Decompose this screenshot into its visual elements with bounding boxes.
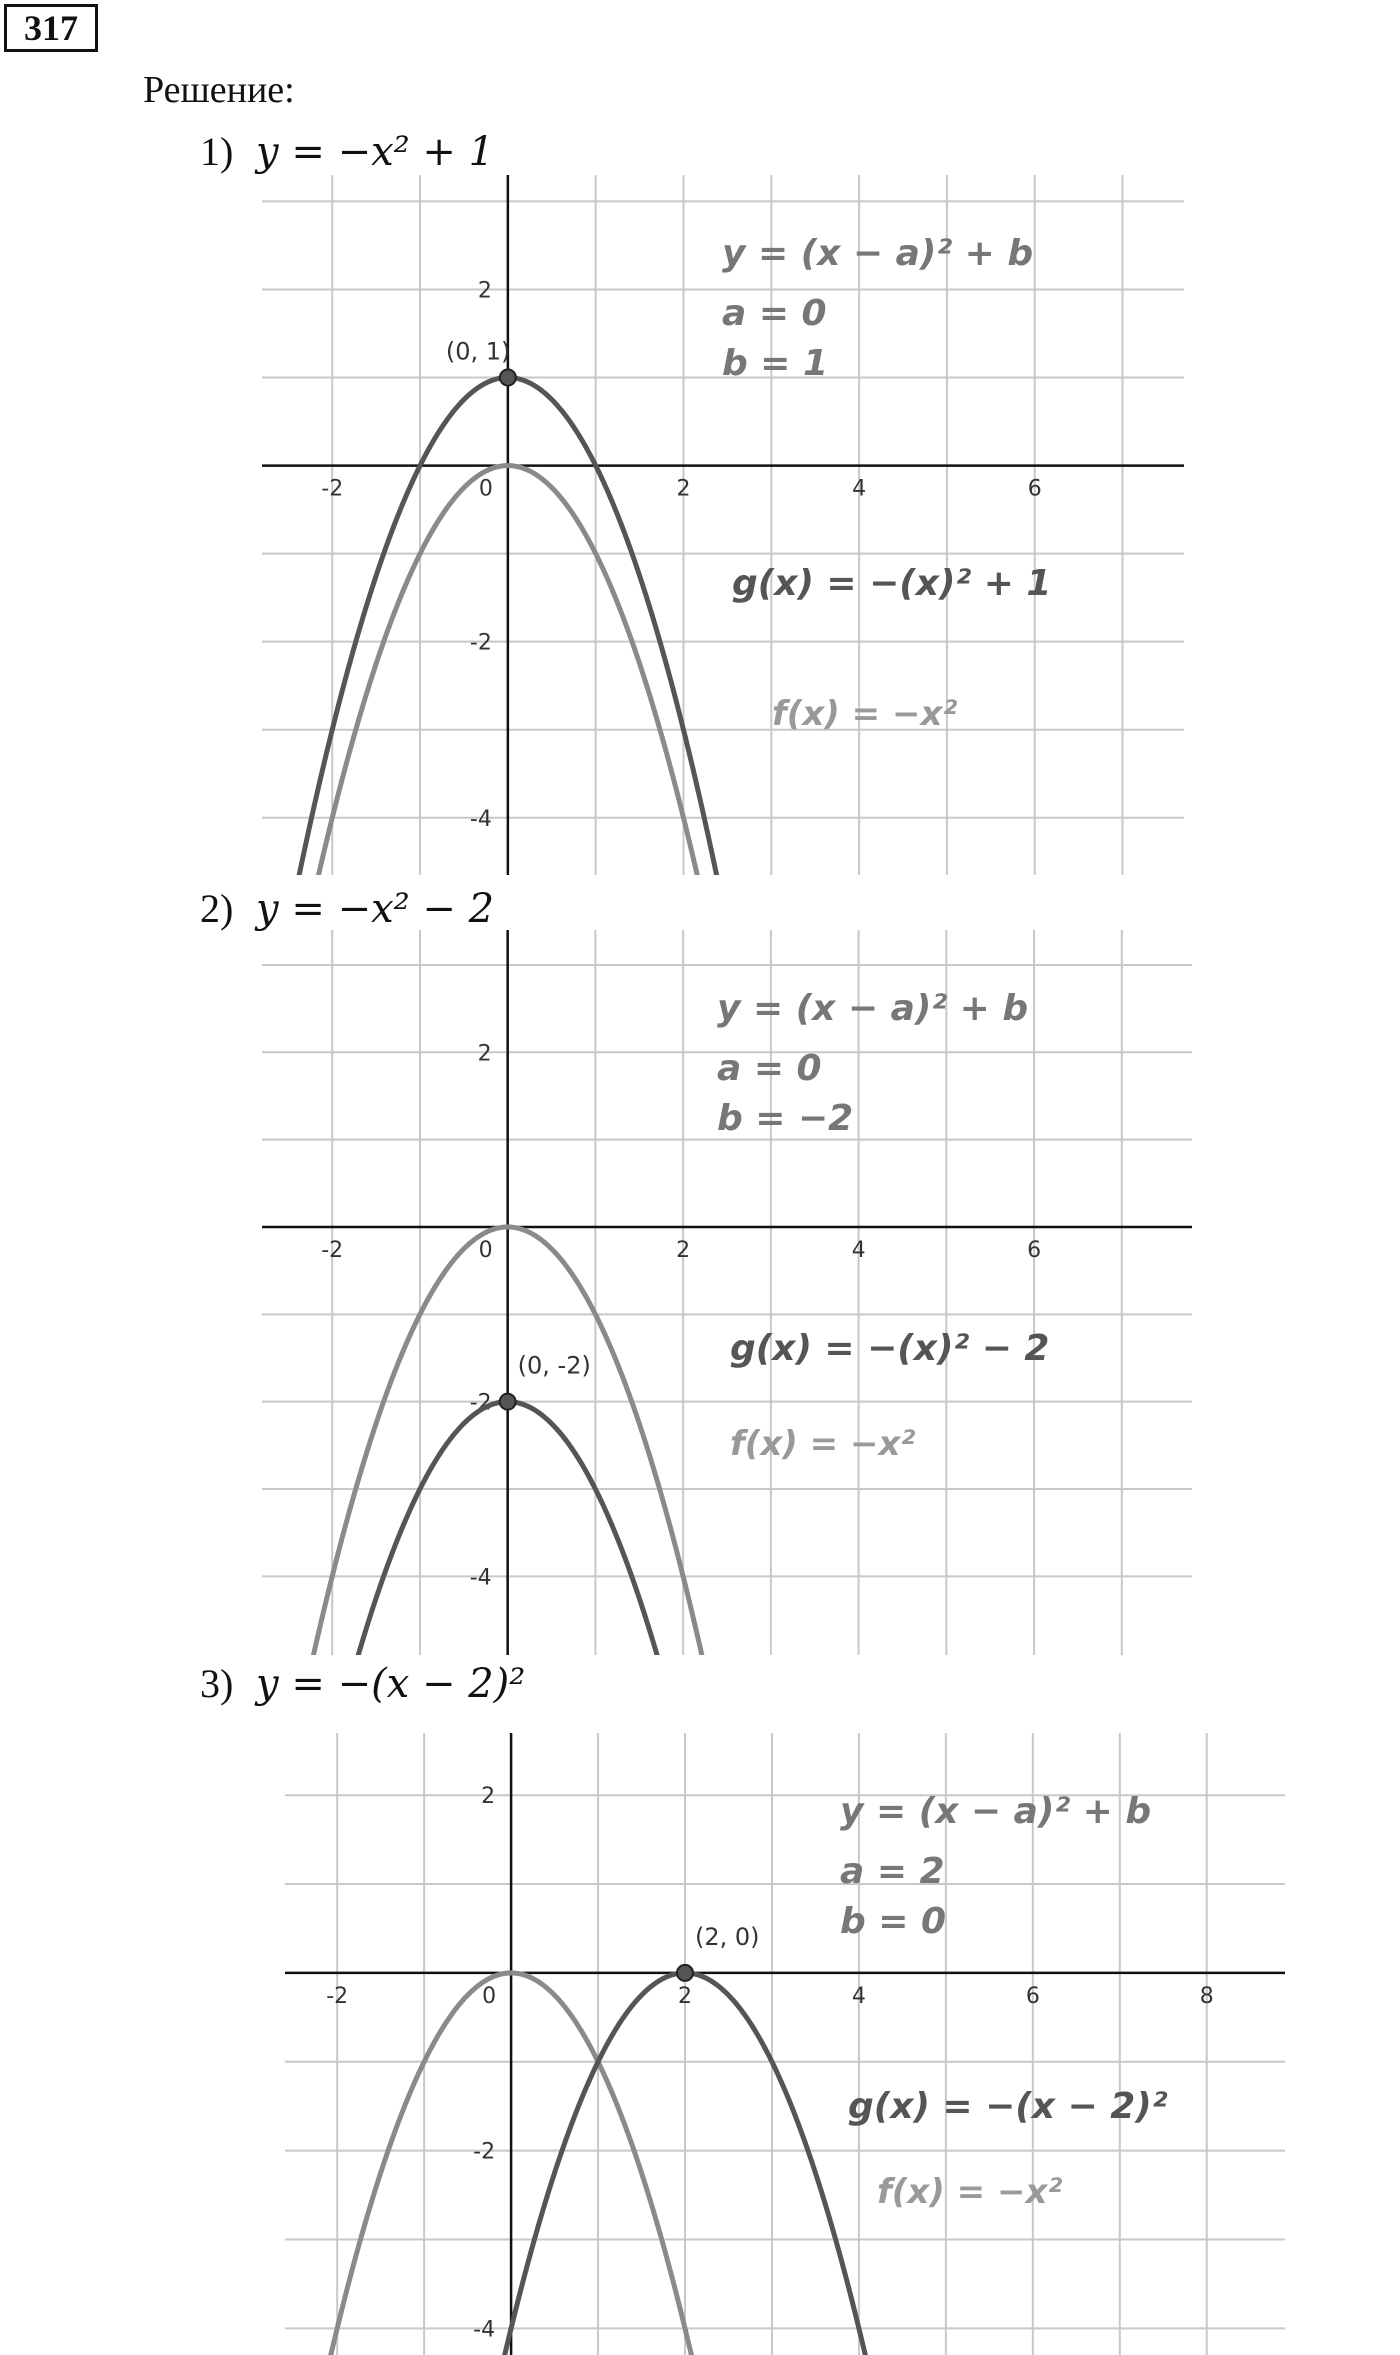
f-function-label: f(x) = −x² [730,1424,916,1464]
part-3-equation: y = −(x − 2)² [256,1661,526,1707]
b-value: b = 0 [840,1901,947,1942]
part-2-graph [262,930,1192,1655]
x-tick-label: 8 [1199,1983,1214,2009]
x-tick-label: -2 [326,1983,349,2009]
part-1-graph-svg [262,175,1184,875]
x-tick-label: 0 [478,1237,493,1263]
y-tick-label: 2 [481,1784,496,1810]
part-1-number: 1) [200,129,234,174]
f-function-label: f(x) = −x² [877,2172,1063,2212]
x-tick-label: 2 [676,1237,691,1263]
b-value: b = 1 [722,343,829,384]
general-formula: y = (x − a)² + b [722,233,1034,274]
general-formula: y = (x − a)² + b [840,1791,1152,1832]
y-tick-label: -2 [469,1390,492,1416]
a-value: a = 0 [722,293,827,334]
g-function-label: g(x) = −(x)² + 1 [732,563,1052,604]
vertex-label: (2, 0) [695,1922,760,1951]
vertex-point [677,1965,693,1981]
g-function-label: g(x) = −(x)² − 2 [730,1328,1050,1369]
y-tick-label: -2 [469,630,492,656]
vertex-label: (0, -2) [517,1351,591,1380]
g-curve [285,1973,1285,2355]
vertex-point [500,1394,516,1410]
part-1-equation: y = −x² + 1 [256,129,495,175]
f-curve [262,1227,1192,1655]
x-tick-label: 6 [1025,1983,1040,2009]
y-tick-label: -4 [469,1565,492,1591]
x-tick-label: 2 [676,476,691,502]
f-curve [262,466,1184,875]
a-value: a = 0 [717,1048,822,1089]
x-tick-label: 6 [1027,476,1042,502]
y-tick-label: -4 [469,806,492,832]
part-1-heading [200,128,494,175]
g-function-label: g(x) = −(x − 2)² [848,2086,1168,2127]
x-tick-label: 4 [851,1237,866,1263]
x-tick-label: 4 [852,476,867,502]
part-2-graph-svg [262,930,1192,1655]
solution-label: Решение: [143,69,295,111]
g-curve [262,1402,1192,1655]
vertex-point [500,370,516,386]
part-2-equation: y = −x² − 2 [256,886,495,932]
x-tick-label: -2 [321,476,344,502]
vertex-label: (0, 1) [445,337,511,366]
y-tick-label: -2 [473,2139,496,2165]
f-function-label: f(x) = −x² [772,694,958,734]
x-tick-label: 0 [482,1983,497,2009]
y-tick-label: 2 [477,1041,492,1067]
part-2-number: 2) [200,886,234,931]
general-formula: y = (x − a)² + b [717,988,1029,1029]
part-3-number: 3) [200,1661,234,1706]
part-1-graph [262,175,1184,875]
x-tick-label: 6 [1027,1237,1042,1263]
x-tick-label: 4 [851,1983,866,2009]
part-3-heading [200,1660,525,1707]
x-tick-label: -2 [321,1237,344,1263]
problem-number: 317 [4,4,98,52]
g-curve [262,378,1184,875]
part-2-heading [200,885,494,932]
b-value: b = −2 [717,1098,854,1139]
part-3-graph [285,1733,1285,2355]
part-3-graph-svg [285,1733,1285,2355]
x-tick-label: 2 [678,1983,692,2009]
y-tick-label: 2 [477,278,492,304]
a-value: a = 2 [840,1851,945,1892]
f-curve [285,1973,1285,2355]
y-tick-label: -4 [473,2317,496,2343]
x-tick-label: 0 [478,476,493,502]
